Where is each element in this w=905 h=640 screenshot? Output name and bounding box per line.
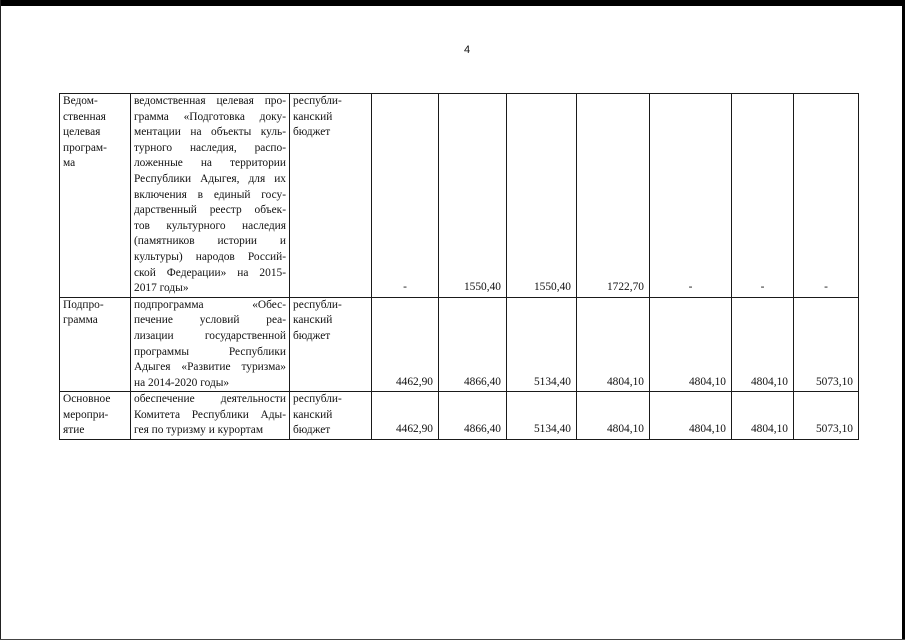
cell-type-line: меропри- (63, 408, 109, 421)
cell-description-line: 2017 годы» (134, 282, 189, 295)
cell-description-line: гея по туризму и курортам (134, 424, 264, 437)
scan-border-top (0, 0, 905, 6)
cell-value: 4462,90 (372, 392, 439, 440)
cell-value: 4804,10 (732, 297, 794, 392)
cell-type-line: Основное (63, 393, 111, 406)
cell-description (131, 94, 290, 298)
cell-type-line: грамма (63, 314, 98, 327)
cell-funding-source (290, 392, 372, 440)
scan-border-left (0, 0, 1, 640)
cell-value: 1722,70 (577, 94, 650, 298)
cell-funding-source-line: бюджет (293, 126, 331, 139)
cell-funding-source (290, 94, 372, 298)
cell-funding-source-line: республи- (293, 95, 342, 107)
table-row (60, 297, 859, 392)
cell-description (131, 297, 290, 392)
cell-value: - (372, 94, 439, 298)
cell-value: 5134,40 (507, 392, 577, 440)
cell-value: 1550,40 (507, 94, 577, 298)
cell-description-line: грамма «Подготовка доку- (134, 110, 286, 123)
cell-type-line: ственная (63, 110, 106, 123)
cell-description-line: дарственный реестр объек- (134, 204, 286, 217)
cell-funding-source-line: республи- (293, 298, 342, 311)
cell-value: - (650, 94, 732, 298)
cell-value: 4804,10 (577, 392, 650, 440)
cell-funding-source-line: бюджет (293, 424, 331, 437)
cell-type (60, 392, 131, 440)
cell-funding-source-line: бюджет (293, 329, 331, 342)
cell-type (60, 297, 131, 392)
cell-type-line: целевая (63, 126, 101, 139)
cell-description-line: турного наследия, распо- (134, 141, 286, 154)
budget-table (59, 93, 859, 440)
cell-description-line: подпрограмма «Обес- (134, 298, 286, 311)
cell-description-line: ложенные на территории (134, 157, 286, 170)
table-row (60, 392, 859, 440)
cell-value: 4804,10 (732, 392, 794, 440)
cell-description-line: ведомственная целевая про- (134, 95, 286, 107)
cell-description-line: тов культурного наследия (134, 219, 286, 232)
cell-value: 4804,10 (650, 392, 732, 440)
cell-description (131, 392, 290, 440)
cell-value: 5073,10 (794, 392, 859, 440)
cell-value: 4866,40 (439, 392, 507, 440)
cell-description-line: обеспечение деятельности (134, 393, 286, 406)
cell-value: 4866,40 (439, 297, 507, 392)
cell-value: 1550,40 (439, 94, 507, 298)
cell-type-line: ма (63, 157, 76, 170)
cell-value: - (794, 94, 859, 298)
cell-funding-source-line: республи- (293, 393, 342, 406)
cell-value: 4804,10 (650, 297, 732, 392)
cell-description-line: программы Республики (134, 345, 286, 358)
table-row (60, 94, 859, 298)
cell-description-line: ской Федерации» на 2015- (134, 266, 286, 279)
cell-description-line: культуры) народов Россий- (134, 250, 286, 263)
cell-description-line: (памятников истории и (134, 235, 286, 248)
page-number: 4 (463, 44, 471, 56)
budget-table-body (60, 94, 859, 440)
cell-description-line: Адыгея «Развитие туризма» (134, 361, 286, 374)
cell-funding-source-line: канский (293, 314, 333, 327)
cell-funding-source-line: канский (293, 408, 333, 421)
cell-type (60, 94, 131, 298)
cell-value: 4804,10 (577, 297, 650, 392)
cell-type-line: Подпро- (63, 298, 104, 311)
cell-description-line: лизации государственной (134, 329, 286, 342)
cell-description-line: включения в единый госу- (134, 188, 286, 201)
cell-type-line: ятие (63, 424, 85, 437)
cell-funding-source-line: канский (293, 110, 333, 123)
cell-value: 4462,90 (372, 297, 439, 392)
cell-type-line: Ведом- (63, 95, 98, 107)
cell-description-line: Комитета Республики Ады- (134, 408, 286, 421)
cell-description-line: ментации на объекты куль- (134, 126, 286, 139)
cell-description-line: Республики Адыгея, для их (134, 172, 286, 185)
cell-value: 5134,40 (507, 297, 577, 392)
cell-funding-source (290, 297, 372, 392)
cell-description-line: печение условий реа- (134, 314, 286, 327)
cell-description-line: на 2014-2020 годы» (134, 376, 230, 389)
cell-type-line: програм- (63, 141, 107, 154)
cell-value: - (732, 94, 794, 298)
cell-value: 5073,10 (794, 297, 859, 392)
